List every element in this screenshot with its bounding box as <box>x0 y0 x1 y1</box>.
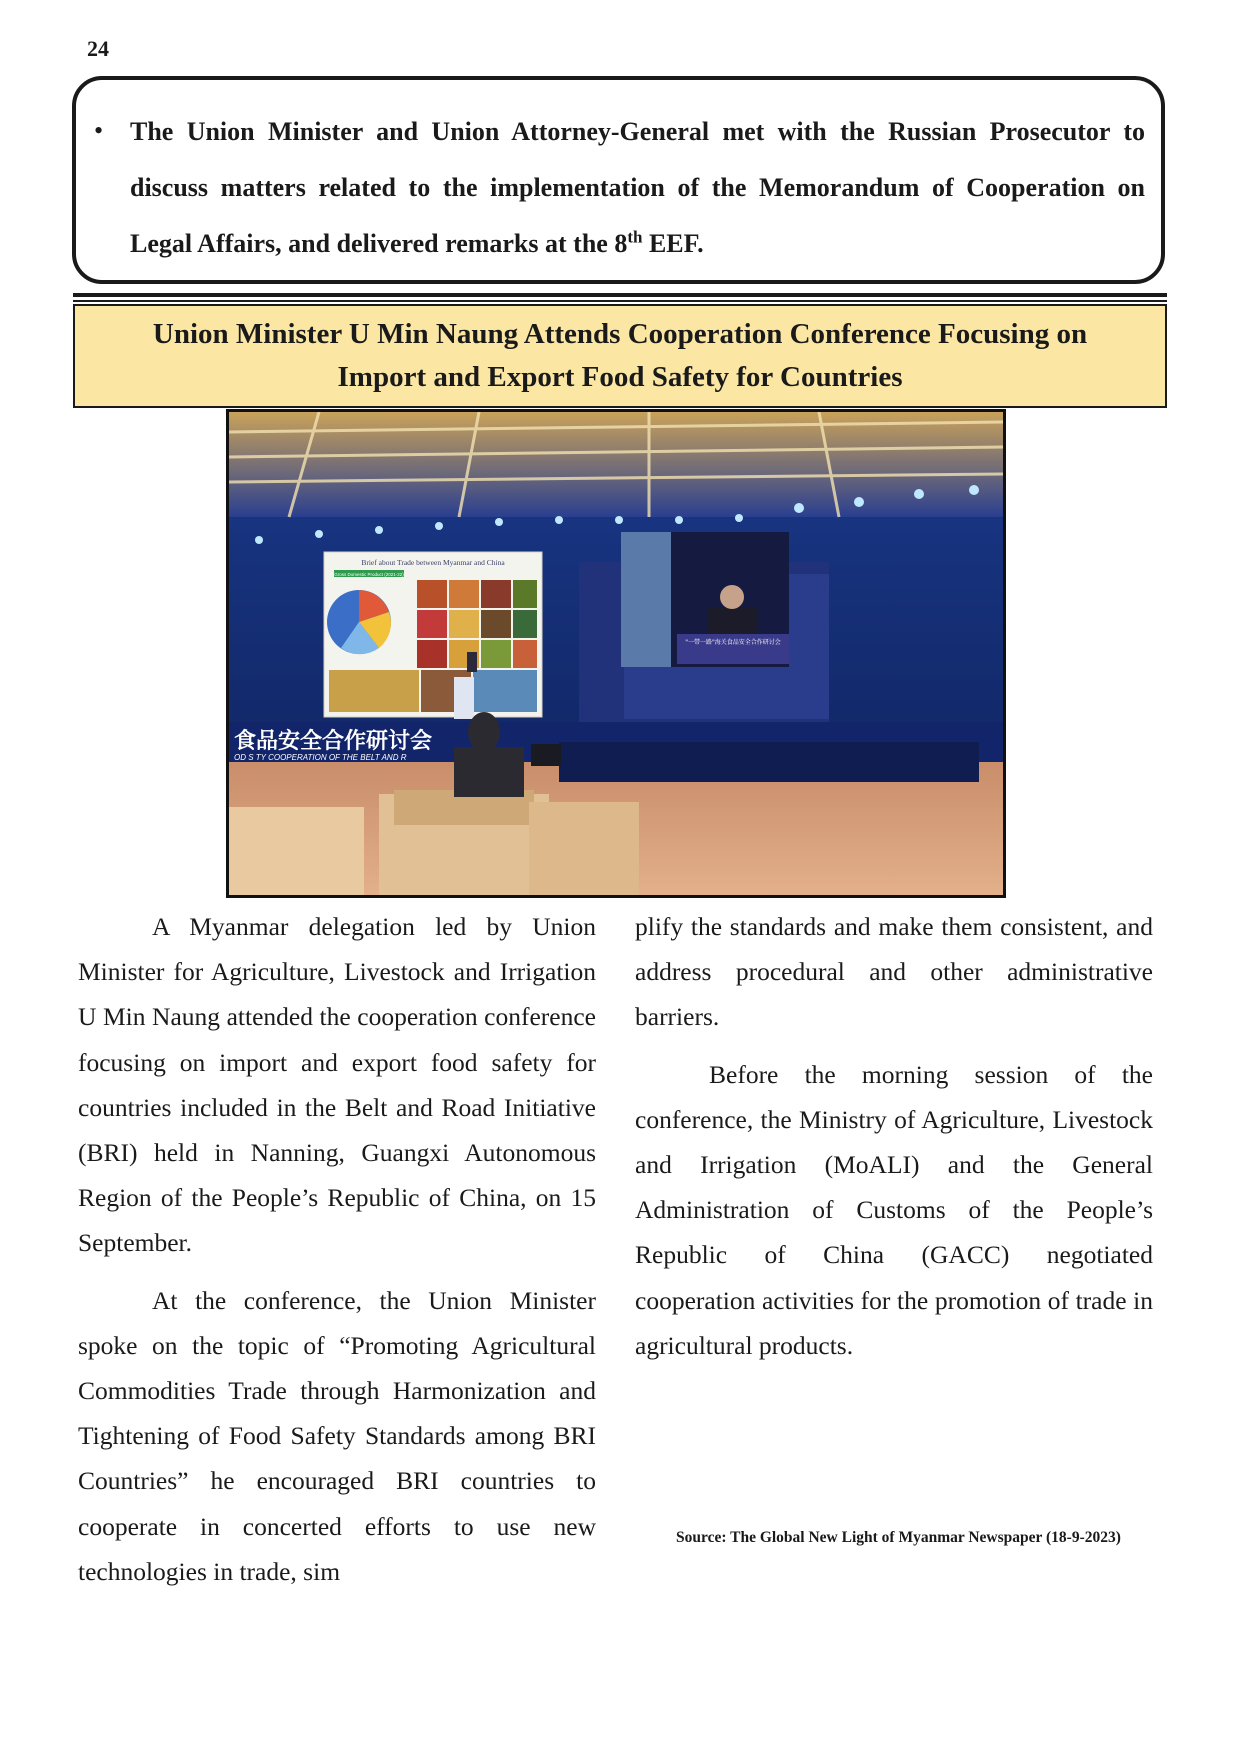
highlight-text <box>130 104 1145 272</box>
article-paragraph-2: At the conference, the Union Minister spoke on the topic of “Promoting Agricultural Commodities Trade through Harmonization and Tightening of Food Safety Standards among BRI Countries” he encouraged BRI countries to cooperate in concerted efforts to use new technologies in trade, sim <box>78 1285 596 1586</box>
divider-rule <box>73 293 1167 297</box>
slide-title: Brief about Trade between Myanmar and China <box>361 558 505 567</box>
bullet-icon: • <box>94 116 104 145</box>
conference-photo <box>226 409 1006 898</box>
highlight-superscript: th <box>627 227 643 247</box>
page-number: 24 <box>87 36 109 61</box>
headline-line-2: Import and Export Food Safety for Countries <box>337 361 903 393</box>
article-paragraph-1: A Myanmar delegation led by Union Minister for Agriculture, Livestock and Irrigation U Min Naung attended the cooperation conference focusing on import and export food safety for countries included in the Belt and Road Initiative (BRI) held in Nanning, Guangxi Autonomous Region of the People’s Republic of China, on 15 September. <box>78 912 596 1258</box>
slide-subtitle: Gross Domestic Product (2021-22) <box>334 572 404 577</box>
slide-pie-graphic <box>327 590 391 654</box>
conference-photo-illustration <box>229 412 1003 895</box>
article-column-right <box>635 904 1153 1380</box>
highlight-text-end: EEF. <box>642 229 704 258</box>
highlight-box <box>72 76 1165 284</box>
source-citation: Source: The Global New Light of Myanmar Newspaper (18-9-2023) <box>676 1529 1121 1546</box>
article-paragraph-4: Before the morning session of the conference, the Ministry of Agriculture, Livestock and Irrigation (MoALI) and the General Administration of Customs of the People’s Republic of China (GACC) negotiated cooperation activities for the promotion of trade in agricultural products. <box>635 1059 1153 1360</box>
stage-banner-chinese: 食品安全合作研讨会 <box>234 729 433 754</box>
article-paragraph-3: plify the standards and make them consistent, and address procedural and other administrative barriers. <box>635 912 1153 1032</box>
headline-line-1: Union Minister U Min Naung Attends Cooperation Conference Focusing on <box>152 318 1088 350</box>
highlight-text-main: The Union Minister and Union Attorney-General met with the Russian Prosecutor to discuss matters related to the implementation of the Memorandum of Cooperation on Legal Affairs, and delivered remarks at the 8 <box>130 117 1145 258</box>
article-column-left <box>78 904 596 1606</box>
stage-banner-english: OD S TY COOPERATION OF THE BELT AND R <box>234 753 407 762</box>
divider-rule-thin <box>73 300 1167 302</box>
article-headline <box>73 304 1167 408</box>
screen-banner: "一带一路"海关食品安全合作研讨会 <box>685 639 781 646</box>
